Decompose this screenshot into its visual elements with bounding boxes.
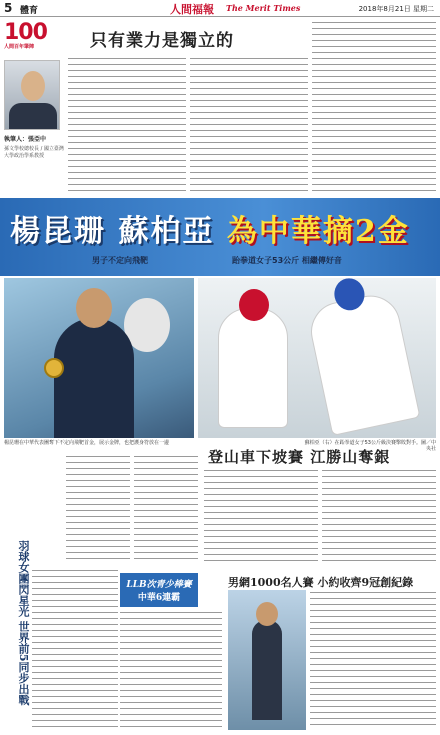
banner-tagline: 為中華摘2金 [226,214,410,249]
masthead: 人間福報 [170,3,214,16]
article2-body-1 [204,468,318,566]
column-body-3 [312,20,436,194]
banner-names: 楊昆珊 蘇柏亞 [10,214,215,249]
gold-medal-icon [44,358,64,378]
article3-headline: 男網1000名人賽 小約收齊9冠創紀錄 [228,576,414,589]
lllb-headline-box [120,573,198,607]
column-headline: 只有業力是獨立的 [90,31,234,51]
photo1-caption: 楊昆珊在中華代表團奪下不定向飛靶首金，展示金牌，也把護身符放在一邊 [4,440,170,446]
article3-body [310,590,436,728]
shooter-photo [4,278,194,438]
taekwondo-photo [198,278,436,438]
logo-subtitle: 人間百年筆陣 [4,44,35,50]
author-portrait [4,60,60,130]
column-body-2 [190,56,308,194]
masthead-en: The Merit Times [226,3,301,13]
page-number: 5 [4,1,13,15]
main-body-2 [134,454,198,564]
column-body-1 [68,56,186,194]
banner-subhead-right: 跆拳道女子53公斤 相繼傳好音 [232,256,342,265]
lllb-line1: LLB次青少棒賽 [126,580,192,590]
article2-headline: 登山車下坡賽 江勝山奪銀 [208,448,391,466]
lllb-line2: 中華6連霸 [137,593,181,603]
issue-date: 2018年8月21日 星期二 [358,5,434,13]
columnist-box [4,20,64,200]
tennis-photo [228,590,306,730]
banner-subhead-left: 男子不定向飛靶 [92,256,148,265]
badminton-body [32,568,118,728]
vertical-headline: 羽球女團閃星光 世界前5同步出戰 [17,540,30,706]
page-header [0,0,440,17]
main-body-1 [66,454,130,564]
author-byline: 執筆人：張亞中 [4,136,47,143]
author-bio: 孫文學校總校長 / 國立臺灣大學政治學系教授 [4,146,64,159]
section-name: 體育 [20,6,39,16]
article2-body-2 [322,468,436,566]
logo-100: 100 [4,20,47,45]
headline-banner [0,198,440,276]
lllb-body [120,610,222,728]
photo2-caption: 蘇柏亞（右）在跆拳道女子53公斤級決賽擊敗對手。圖／中央社 [304,440,436,452]
